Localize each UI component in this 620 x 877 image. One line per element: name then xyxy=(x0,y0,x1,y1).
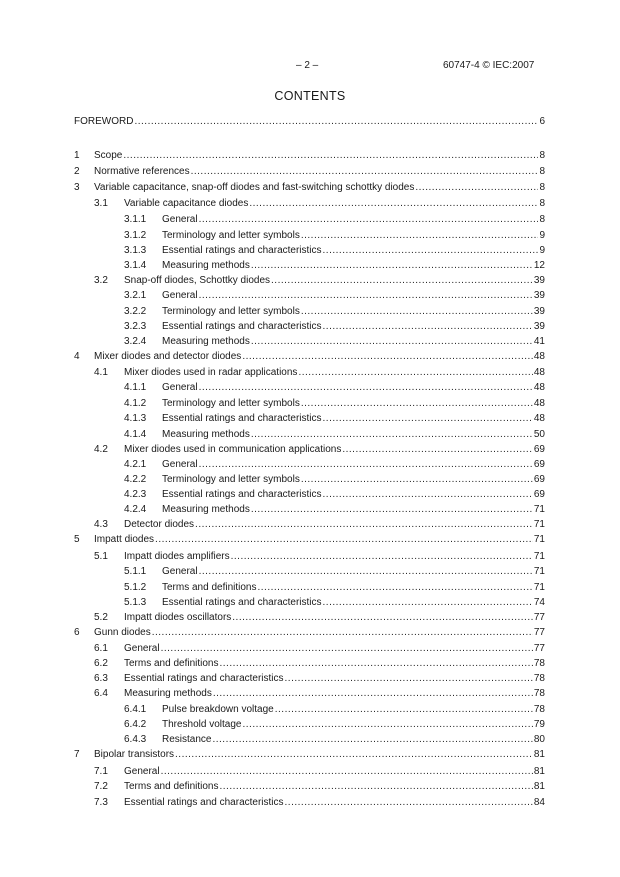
toc-entry-page: 71 xyxy=(533,566,545,577)
toc-entry-number: 5.1.1 xyxy=(124,566,147,577)
toc-entry-number: 5 xyxy=(74,534,80,545)
toc-entry-number: 3.2.2 xyxy=(124,306,147,317)
toc-entry-number: 3.2.4 xyxy=(124,336,147,347)
toc-entry-page: 71 xyxy=(533,504,545,515)
dot-leader xyxy=(285,795,533,810)
dot-leader xyxy=(285,671,533,686)
toc-entry-number: 3.1 xyxy=(94,198,108,209)
dot-leader xyxy=(175,747,533,762)
toc-entry-number: 7.2 xyxy=(94,781,108,792)
toc-entry-label: Impatt diodes amplifiers xyxy=(124,551,230,562)
toc-entry[interactable] xyxy=(124,258,545,273)
toc-entry-label: Mixer diodes and detector diodes xyxy=(94,351,242,362)
dot-leader xyxy=(243,717,533,732)
toc-entry-number: 4.3 xyxy=(94,519,108,530)
toc-entry-page: 69 xyxy=(533,444,545,455)
toc-entry-page: 39 xyxy=(533,306,545,317)
toc-entry-number: 7.3 xyxy=(94,797,108,808)
toc-entry-label: Essential ratings and characteristics xyxy=(162,245,322,256)
dot-leader xyxy=(301,304,533,319)
toc-entry[interactable] xyxy=(124,732,545,747)
toc-entry-label: General xyxy=(162,382,198,393)
dot-leader xyxy=(199,212,539,227)
toc-entry-page: 12 xyxy=(533,260,545,271)
toc-entry-page: 8 xyxy=(539,198,545,209)
toc-entry-number: 3.1.4 xyxy=(124,260,147,271)
toc-entry-number: 4.2 xyxy=(94,444,108,455)
toc-entry-number: 5.1 xyxy=(94,551,108,562)
toc-entry-label: Essential ratings and characteristics xyxy=(124,797,284,808)
dot-leader xyxy=(249,196,538,211)
dot-leader xyxy=(232,610,533,625)
dot-leader xyxy=(161,764,533,779)
toc-entry-number: 4.1.2 xyxy=(124,398,147,409)
toc-entry-page: 41 xyxy=(533,336,545,347)
toc-entry-label: Essential ratings and characteristics xyxy=(162,321,322,332)
dot-leader xyxy=(199,457,533,472)
toc-entry-number: 6.3 xyxy=(94,673,108,684)
toc-entry[interactable] xyxy=(94,442,545,457)
dot-leader xyxy=(251,502,533,517)
dot-leader xyxy=(161,641,533,656)
toc-entry-page: 71 xyxy=(533,519,545,530)
dot-leader xyxy=(152,625,533,640)
toc-entry-page: 48 xyxy=(533,351,545,362)
toc-entry-page: 48 xyxy=(533,382,545,393)
toc-entry-number: 4.2.3 xyxy=(124,489,147,500)
toc-entry[interactable] xyxy=(124,595,545,610)
toc-entry-number: 4 xyxy=(74,351,80,362)
toc-entry[interactable] xyxy=(74,625,545,640)
toc-entry[interactable] xyxy=(124,334,545,349)
toc-entry-number: 3.2 xyxy=(94,275,108,286)
toc-entry[interactable] xyxy=(94,196,545,211)
toc-entry[interactable] xyxy=(124,427,545,442)
toc-entry-page: 77 xyxy=(533,612,545,623)
toc-entry-page: 8 xyxy=(539,214,545,225)
toc-entry-label: Terms and definitions xyxy=(124,781,219,792)
dot-leader xyxy=(213,686,533,701)
toc-entry-number: 7 xyxy=(74,749,80,760)
toc-entry-page: 77 xyxy=(533,643,545,654)
toc-entry-page: 81 xyxy=(533,766,545,777)
toc-entry-label: General xyxy=(162,290,198,301)
toc-entry[interactable] xyxy=(94,764,545,779)
toc-entry-label: Terminology and letter symbols xyxy=(162,230,300,241)
toc-entry-number: 6.1 xyxy=(94,643,108,654)
dot-leader xyxy=(275,702,533,717)
toc-entry-page: 81 xyxy=(533,781,545,792)
toc-entry[interactable] xyxy=(124,502,545,517)
toc-entry-page: 69 xyxy=(533,459,545,470)
toc-entry[interactable] xyxy=(94,795,545,810)
toc-entry-label: General xyxy=(162,214,198,225)
toc-entry[interactable] xyxy=(74,148,545,163)
toc-entry-label: FOREWORD xyxy=(74,116,134,127)
toc-entry-label: Measuring methods xyxy=(162,504,250,515)
toc-entry-label: Threshold voltage xyxy=(162,719,242,730)
toc-entry-page: 48 xyxy=(533,398,545,409)
dot-leader xyxy=(212,732,532,747)
toc-entry[interactable] xyxy=(94,686,545,701)
toc-entry-label: Pulse breakdown voltage xyxy=(162,704,274,715)
dot-leader xyxy=(251,334,533,349)
toc-entry-number: 3.1.2 xyxy=(124,230,147,241)
toc-entry-label: Terms and definitions xyxy=(124,658,219,669)
toc-entry-page: 9 xyxy=(539,245,545,256)
toc-entry-label: Detector diodes xyxy=(124,519,195,530)
toc-entry[interactable] xyxy=(94,517,545,532)
toc-entry-label: Terminology and letter symbols xyxy=(162,398,300,409)
toc-entry-label: Essential ratings and characteristics xyxy=(162,489,322,500)
toc-entry-page: 39 xyxy=(533,321,545,332)
toc-entry[interactable] xyxy=(94,273,545,288)
dot-leader xyxy=(301,472,533,487)
toc-entry[interactable] xyxy=(94,549,545,564)
dot-leader xyxy=(155,532,533,547)
toc-entry-page: 81 xyxy=(533,749,545,760)
dot-leader xyxy=(323,595,533,610)
toc-entry-number: 2 xyxy=(74,166,80,177)
toc-entry[interactable] xyxy=(74,180,545,195)
toc-entry-page: 8 xyxy=(539,166,545,177)
toc-entry[interactable] xyxy=(74,349,545,364)
dot-leader xyxy=(199,380,533,395)
toc-entry-page: 48 xyxy=(533,367,545,378)
toc-entry-number: 6.2 xyxy=(94,658,108,669)
toc-entry-page: 84 xyxy=(533,797,545,808)
toc-entry-label: Resistance xyxy=(162,734,212,745)
dot-leader xyxy=(134,114,538,129)
dot-leader xyxy=(220,779,533,794)
toc-entry-label: Terminology and letter symbols xyxy=(162,306,300,317)
toc-entry-page: 6 xyxy=(539,116,545,127)
toc-entry-label: Essential ratings and characteristics xyxy=(162,413,322,424)
dot-leader xyxy=(415,180,538,195)
toc-entry-page: 9 xyxy=(539,230,545,241)
toc-entry-number: 3 xyxy=(74,182,80,193)
toc-entry-label: Measuring methods xyxy=(162,336,250,347)
toc-entry-page: 79 xyxy=(533,719,545,730)
toc-entry-label: Terms and definitions xyxy=(162,582,257,593)
toc-entry-number: 3.1.1 xyxy=(124,214,147,225)
toc-entry[interactable] xyxy=(124,717,545,732)
dot-leader xyxy=(301,228,539,243)
dot-leader xyxy=(323,411,533,426)
toc-entry[interactable] xyxy=(124,487,545,502)
toc-entry-label: General xyxy=(124,643,160,654)
toc-entry[interactable] xyxy=(124,304,545,319)
dot-leader xyxy=(220,656,533,671)
dot-leader xyxy=(323,319,533,334)
page-number: – 2 – xyxy=(296,60,319,71)
toc-entry-number: 3.2.3 xyxy=(124,321,147,332)
toc-entry-label: Essential ratings and characteristics xyxy=(162,597,322,608)
toc-entry-number: 6.4 xyxy=(94,688,108,699)
toc-entry-number: 4.2.4 xyxy=(124,504,147,515)
dot-leader xyxy=(191,164,539,179)
toc-entry-page: 80 xyxy=(533,734,545,745)
dot-leader xyxy=(323,243,539,258)
toc-entry-number: 4.1.4 xyxy=(124,429,147,440)
toc-entry-label: Normative references xyxy=(94,166,190,177)
toc-entry[interactable] xyxy=(124,212,545,227)
toc-entry-label: Mixer diodes used in radar applications xyxy=(124,367,298,378)
toc-entry-label: Impatt diodes oscillators xyxy=(124,612,232,623)
toc-entry-label: Essential ratings and characteristics xyxy=(124,673,284,684)
dot-leader xyxy=(298,365,532,380)
toc-entry-number: 4.2.1 xyxy=(124,459,147,470)
dot-leader xyxy=(199,564,533,579)
toc-entry[interactable] xyxy=(124,243,545,258)
toc-entry-label: Measuring methods xyxy=(124,688,212,699)
dot-leader xyxy=(258,580,533,595)
dot-leader xyxy=(123,148,538,163)
dot-leader xyxy=(231,549,533,564)
toc-entry-label: Impatt diodes xyxy=(94,534,155,545)
toc-entry-number: 6.4.3 xyxy=(124,734,147,745)
toc-entry[interactable] xyxy=(94,656,545,671)
toc-entry[interactable] xyxy=(124,702,545,717)
toc-entry-label: Measuring methods xyxy=(162,260,250,271)
toc-entry[interactable] xyxy=(124,472,545,487)
toc-entry[interactable] xyxy=(124,380,545,395)
toc-entry-page: 78 xyxy=(533,688,545,699)
toc-entry[interactable] xyxy=(94,671,545,686)
contents-title: CONTENTS xyxy=(274,89,346,103)
toc-entry-number: 1 xyxy=(74,150,80,161)
toc-entry-label: General xyxy=(124,766,160,777)
toc-entry[interactable] xyxy=(124,580,545,595)
toc-entry-page: 74 xyxy=(533,597,545,608)
toc-entry-number: 5.2 xyxy=(94,612,108,623)
dot-leader xyxy=(251,258,533,273)
toc-entry-page: 39 xyxy=(533,290,545,301)
toc-entry-number: 6.4.2 xyxy=(124,719,147,730)
toc-entry-number: 4.1.1 xyxy=(124,382,147,393)
toc-entry-label: Terminology and letter symbols xyxy=(162,474,300,485)
toc-entry-number: 4.2.2 xyxy=(124,474,147,485)
dot-leader xyxy=(323,487,533,502)
dot-leader xyxy=(301,396,533,411)
toc-entry-page: 69 xyxy=(533,489,545,500)
dot-leader xyxy=(195,517,533,532)
toc-entry-number: 5.1.2 xyxy=(124,582,147,593)
toc-entry[interactable] xyxy=(124,396,545,411)
toc-entry-label: General xyxy=(162,566,198,577)
toc-entry-page: 78 xyxy=(533,658,545,669)
toc-entry-number: 3.1.3 xyxy=(124,245,147,256)
toc-entry[interactable] xyxy=(124,411,545,426)
toc-entry-label: Mixer diodes used in communication applications xyxy=(124,444,342,455)
toc-entry[interactable] xyxy=(124,288,545,303)
toc-entry[interactable] xyxy=(74,164,545,179)
toc-entry-page: 8 xyxy=(539,150,545,161)
toc-entry-label: Scope xyxy=(94,150,123,161)
toc-entry-page: 71 xyxy=(533,534,545,545)
toc-entry[interactable] xyxy=(94,779,545,794)
toc-entry-page: 71 xyxy=(533,551,545,562)
toc-entry-label: Variable capacitance, snap-off diodes and fast-switching schottky diodes xyxy=(94,182,415,193)
toc-entry-number: 4.1 xyxy=(94,367,108,378)
toc-entry-number: 7.1 xyxy=(94,766,108,777)
toc-entry-page: 69 xyxy=(533,474,545,485)
toc-entry-label: Snap-off diodes, Schottky diodes xyxy=(124,275,271,286)
dot-leader xyxy=(251,427,533,442)
toc-entry[interactable] xyxy=(94,365,545,380)
toc-entry-label: Measuring methods xyxy=(162,429,250,440)
toc-entry-page: 71 xyxy=(533,582,545,593)
toc-entry-page: 48 xyxy=(533,413,545,424)
toc-entry-label: General xyxy=(162,459,198,470)
toc-entry[interactable] xyxy=(74,114,545,129)
toc-entry[interactable] xyxy=(124,228,545,243)
document-reference: 60747-4 © IEC:2007 xyxy=(443,60,535,71)
toc-entry[interactable] xyxy=(124,564,545,579)
dot-leader xyxy=(199,288,533,303)
toc-entry[interactable] xyxy=(124,457,545,472)
toc-entry-number: 3.2.1 xyxy=(124,290,147,301)
toc-entry[interactable] xyxy=(74,747,545,762)
toc-entry-page: 50 xyxy=(533,429,545,440)
toc-entry[interactable] xyxy=(94,610,545,625)
toc-entry-label: Variable capacitance diodes xyxy=(124,198,249,209)
dot-leader xyxy=(242,349,533,364)
toc-entry-number: 6 xyxy=(74,627,80,638)
toc-entry[interactable] xyxy=(94,641,545,656)
toc-entry-label: Gunn diodes xyxy=(94,627,151,638)
toc-entry-number: 4.1.3 xyxy=(124,413,147,424)
toc-entry-number: 6.4.1 xyxy=(124,704,147,715)
toc-entry-label: Bipolar transistors xyxy=(94,749,175,760)
toc-entry-page: 78 xyxy=(533,673,545,684)
dot-leader xyxy=(271,273,533,288)
dot-leader xyxy=(342,442,533,457)
toc-entry[interactable] xyxy=(74,532,545,547)
toc-entry-page: 8 xyxy=(539,182,545,193)
toc-entry[interactable] xyxy=(124,319,545,334)
toc-entry-page: 78 xyxy=(533,704,545,715)
toc-entry-page: 39 xyxy=(533,275,545,286)
toc-entry-page: 77 xyxy=(533,627,545,638)
toc-entry-number: 5.1.3 xyxy=(124,597,147,608)
